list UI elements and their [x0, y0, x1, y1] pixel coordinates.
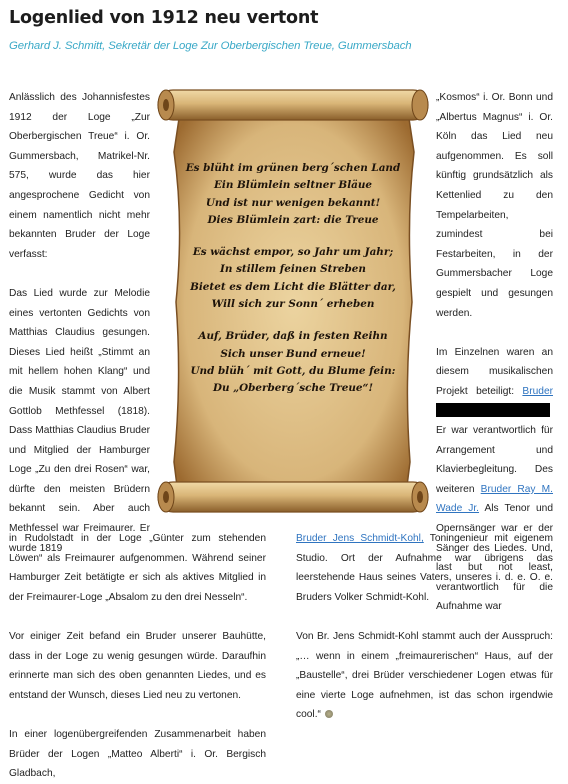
article-subtitle: Gerhard J. Schmitt, Sekretär der Loge Zur Oberbergischen Treue, Gummersbach: [9, 40, 412, 52]
poem-stanza: [184, 160, 402, 229]
paragraph-text: Im Einzelnen waren an diesem musikalischen Projekt beteiligt:: [436, 346, 553, 397]
paragraph-text: Von Br. Jens Schmidt-Kohl stammt auch der Ausspruch: „… wenn in einem „freimaurerischen“ Haus, auf der „Baustelle“, drei Brüder verschiedener Logen etwas für eine vierte Loge aufnehmen, ist das schon irgendwie cool.“: [296, 630, 553, 721]
paragraph: In einer logenübergreifenden Zusammenarbeit haben Brüder der Logen „Matteo Alberti“ i. Or. Bergisch Gladbach,: [9, 728, 266, 780]
paragraph: in Rudolstadt in der Loge „Günter zum stehenden Löwen“ als Freimaurer aufgenommen. Während seiner Hamburger Zeit betätigte er sich als aktives Mitglied in der Freimaurer-Loge „Absalom zu den drei Nesseln“.: [9, 533, 266, 603]
poem-line: Du „Oberberg´sche Treue“!: [212, 382, 374, 395]
paragraph: [296, 627, 553, 725]
redacted-name: [436, 403, 550, 417]
left-column-bottom: [9, 529, 266, 784]
poem-line: Es blüht im grünen berg´schen Land: [185, 162, 401, 174]
poem-stanza: [184, 328, 402, 397]
poem-line: Sich unser Bund erneue!: [220, 347, 366, 360]
poem-line: Es wächst empor, so Jahr um Jahr;: [192, 246, 394, 259]
poem-line: Und ist nur wenigen bekannt!: [205, 196, 381, 209]
paragraph-text: Als Tenor und Opernsänger war er der Sänger des Liedes. Und, last but not least, verantwortlich für die Aufnahme war: [436, 503, 553, 613]
left-column-top: [9, 88, 150, 558]
poem-line: Bietet es dem Licht die Blätter dar,: [190, 280, 396, 293]
article-title: Logenlied von 1912 neu vertont: [9, 8, 319, 28]
poem-line: Und blüh´ mit Gott, du Blume fein:: [190, 364, 396, 377]
paragraph: Das Lied wurde zur Melodie eines vertonten Gedichts von Matthias Claudius gesungen. Dieses Lied heißt „Stimmt an mit hellem hohen Klang“ und die Musik stammt von Albert Gottlob Methfessel (1818). Dass Matthias Claudius Bruder und Mitglied der Hamburger Loge „Zu den drei Rosen“ war, dürfte den meisten Brüdern bekannt sein. Aber auch Methfessel war Freimaurer. Er wurde 1819: [9, 287, 150, 554]
poem-stanza: [184, 244, 402, 313]
paragraph-text: Toningenieur mit eigenem Studio. Ort der Aufnahme war übrigens das leerstehende Haus seines Vaters, unseres i. d. e. O. e. Bruders Volker Schmidt-Kohl.: [296, 533, 553, 603]
link-ray-wade[interactable]: Bruder Ray M. Wade Jr.: [436, 483, 553, 515]
right-column-bottom: [296, 529, 553, 725]
end-mark-icon: [325, 710, 333, 718]
poem-line: Dies Blümlein zart: die Treue: [207, 213, 379, 226]
poem-line: In stillem feinen Streben: [220, 263, 366, 276]
paragraph: Anlässlich des Johannisfestes 1912 der Loge „Zur Oberbergischen Treue“ i. Or. Gummersbach, Matrikel-Nr. 575, wurde das hier angesprochene Gedicht von einem namentlich nicht mehr bekannten Bruder der Loge verfasst:: [9, 92, 150, 260]
poem-line: Will sich zur Sonn´ erheben: [211, 298, 375, 311]
poem-line: Auf, Brüder, daß in festen Reihn: [198, 330, 388, 343]
paragraph: Vor einiger Zeit befand ein Bruder unserer Bauhütte, dass in der Loge zu wenig gesungen würde. Daraufhin erinnerte man sich des oben genannten Liedes, und es entstand der Wunsch, dieses Lied neu zu vertonen.: [9, 630, 266, 701]
link-jens-schmidt-kohl[interactable]: Bruder Jens Schmidt-Kohl,: [296, 533, 424, 544]
paragraph-text: Er war verantwortlich für Arrangement und Klavierbegleitung. Des weiteren: [436, 425, 553, 495]
poem: [184, 160, 402, 413]
link-bruder[interactable]: Bruder: [522, 385, 553, 397]
paragraph: [296, 529, 553, 607]
paragraph: „Kosmos“ i. Or. Bonn und „Albertus Magnus“ i. Or. Köln das Lied neu aufgenommen. Es soll künftig grundsätzlich als Kettenlied zu den Tempelarbeiten, zumindest bei Festarbeiten, in der Gummersbacher Loge gespielt und gesungen werden.: [436, 92, 553, 319]
poem-line: Ein Blümlein seltner Bläue: [213, 179, 373, 192]
